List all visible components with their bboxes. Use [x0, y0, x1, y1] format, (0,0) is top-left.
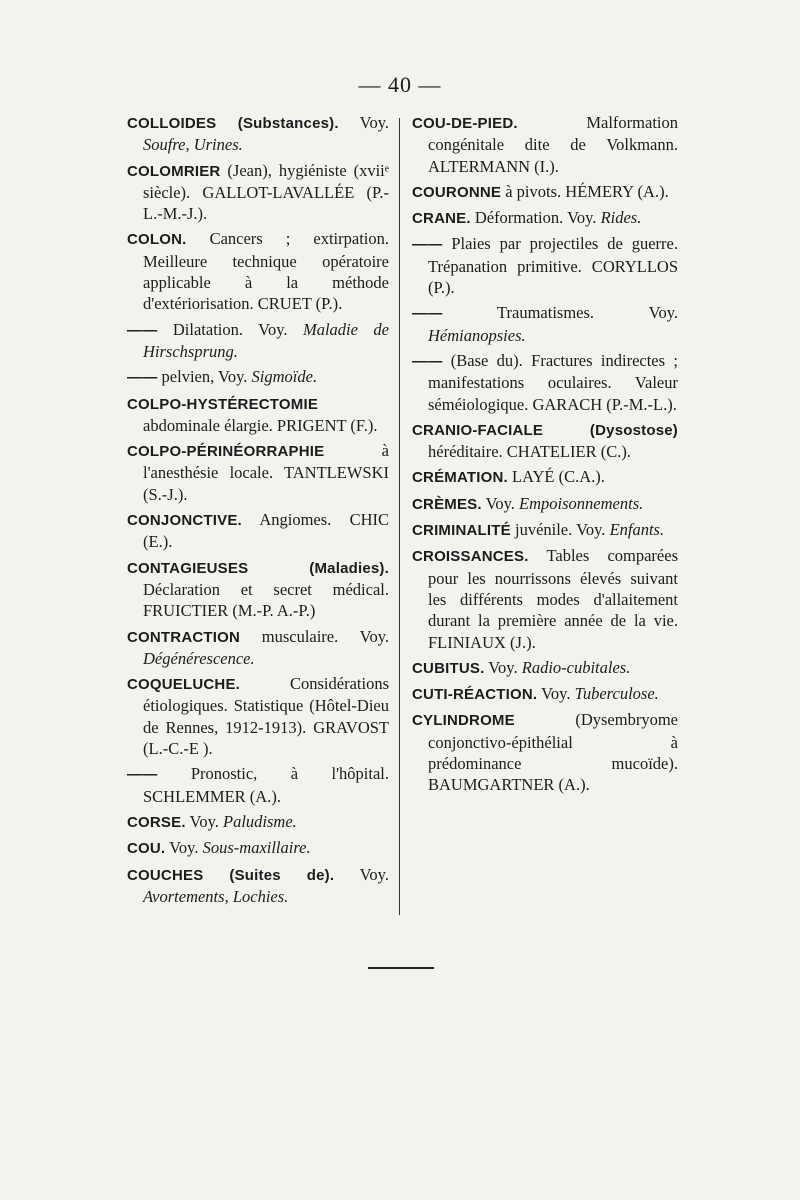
entry-text: Angiomes. CHIC (E.).: [143, 510, 389, 552]
index-entry: [127, 811, 389, 833]
index-entry: [412, 112, 678, 177]
entry-text: Traumatismes. Voy.: [442, 303, 678, 323]
entry-headword: COLOMRIER: [127, 162, 221, 180]
entry-reference: Sigmoïde.: [251, 367, 318, 387]
index-entry: [412, 233, 678, 298]
entry-reference: Dégénérescence.: [143, 648, 255, 668]
page-number: — 40 —: [358, 72, 442, 97]
entry-reference: Soufre, Urines.: [143, 135, 243, 155]
entry-reference: Radio-cubitales.: [521, 657, 631, 677]
entry-text: Dilatation. Voy.: [157, 319, 303, 339]
entry-text: Déclaration et secret médical. FRUICTIER (M.-P. A.-P.): [143, 579, 389, 621]
index-entry: [127, 112, 389, 156]
index-entry: [127, 440, 389, 505]
entry-reference: Maladie de Hirschsprung.: [143, 319, 389, 361]
entry-reference: Tuberculose.: [574, 684, 659, 704]
entry-reference: Sous-maxillaire.: [202, 838, 311, 858]
column-divider: [399, 118, 400, 915]
index-entry: [412, 519, 678, 541]
index-entry: [127, 673, 389, 759]
entry-headword: CRÉMATION.: [412, 469, 508, 487]
entry-text: (Base du). Fractures indirectes ; manifestations oculaires. Valeur séméiologique. GARACH (P.-M.-L.).: [428, 350, 678, 414]
entry-headword: CRANIO-FACIALE (Dysostose): [412, 421, 678, 439]
entry-headword: COURONNE: [412, 183, 502, 201]
index-entry: [412, 657, 678, 679]
entry-headword: ——: [412, 352, 443, 370]
entry-headword: COLON.: [127, 231, 187, 249]
entry-text: Tables comparées pour les nourrissons élevés suivant les différents modes d'allaitement durant la première année de la vie. FLINIAUX (J.).: [428, 546, 678, 652]
index-entry: [412, 493, 678, 515]
entry-headword: CONTAGIEUSES (Maladies).: [127, 559, 389, 577]
entry-text: Malformation congénitale dite de Volkmann. ALTERMANN (I.).: [428, 113, 678, 176]
entry-headword: ——: [127, 321, 158, 339]
index-entry: [412, 181, 678, 203]
index-entry: [127, 393, 389, 437]
entry-headword: COLLOIDES (Substances).: [127, 115, 339, 132]
index-entry: [127, 837, 389, 859]
entry-text: Considérations étiologiques. Statistique (Hôtel-Dieu de Rennes, 1912-1913). GRAVOST (L.-C.-E ).: [143, 674, 389, 759]
entry-text: héréditaire. CHATELIER (C.).: [428, 442, 631, 462]
entry-text: Voy.: [334, 864, 389, 884]
index-entry: [127, 160, 389, 225]
left-column: [127, 112, 389, 911]
entry-headword: COUCHES (Suites de).: [127, 866, 335, 884]
entry-text: à l'anesthésie locale. TANTLEWSKI (S.-J.).: [143, 441, 389, 504]
index-entry: [127, 864, 389, 908]
entry-headword: ——: [127, 766, 158, 784]
entry-reference: Empoisonnements.: [519, 493, 644, 513]
index-entry: [127, 366, 389, 388]
index-entry: [412, 709, 678, 795]
entry-text: Voy.: [537, 684, 575, 704]
index-entry: [127, 557, 389, 622]
entry-headword: COU-DE-PIED.: [412, 115, 518, 132]
entry-headword: CUBITUS.: [412, 659, 485, 677]
index-entry: [127, 509, 389, 553]
bottom-rule: [368, 967, 434, 969]
index-entry: [412, 683, 678, 705]
entry-text: (Dysembryome conjonctivo-épithélial à prédominance mucoïde). BAUMGARTNER (A.).: [428, 710, 678, 795]
entry-text: Voy.: [484, 657, 522, 677]
entry-headword: CUTI-RÉACTION.: [412, 686, 538, 704]
entry-reference: Paludisme.: [223, 811, 297, 831]
right-column: [412, 112, 678, 800]
entry-text: Cancers ; extirpation. Meilleure technique opératoire applicable à la méthode d'extériorisation. CRUET (P.).: [143, 229, 389, 314]
entry-text: pelvien, Voy.: [157, 367, 252, 387]
entry-headword: CONTRACTION: [127, 628, 241, 646]
entry-text: Voy.: [481, 493, 520, 513]
index-entry: [412, 466, 678, 488]
entry-text: (Jean), hygiéniste (xviiᵉ siècle). GALLOT-LAVALLÉE (P.-L.-M.-J.).: [143, 160, 389, 224]
entry-headword: CROISSANCES.: [412, 548, 529, 566]
entry-reference: Rides.: [600, 208, 642, 228]
entry-reference: Enfants.: [609, 520, 665, 540]
entry-headword: COQUELUCHE.: [127, 676, 241, 694]
index-entry: [412, 419, 678, 463]
entry-headword: COLPO-PÉRINÉORRAPHIE: [127, 443, 325, 461]
index-entry: [127, 228, 389, 314]
entry-text: à pivots. HÉMERY (A.).: [501, 181, 669, 201]
entry-text: Plaies par projectiles de guerre. Trépanation primitive. CORYLLOS (P.).: [428, 234, 678, 298]
entry-headword: ——: [127, 369, 158, 387]
entry-headword: CORSE.: [127, 813, 186, 831]
entry-headword: CRANE.: [412, 210, 471, 228]
entry-reference: Hémianopsies.: [428, 325, 526, 345]
index-entry: [412, 350, 678, 415]
entry-headword: ——: [412, 305, 443, 323]
index-entry: [412, 207, 678, 229]
entry-text: Déformation. Voy.: [470, 208, 601, 228]
index-entry: [127, 319, 389, 363]
index-entry: [127, 763, 389, 807]
entry-text: Voy.: [165, 838, 203, 858]
index-entry: [127, 626, 389, 670]
index-entry: [412, 545, 678, 652]
entry-text: LAYÉ (C.A.).: [507, 467, 605, 487]
entry-headword: CYLINDROME: [412, 712, 515, 730]
entry-text: Pronostic, à l'hôpital. SCHLEMMER (A.).: [143, 764, 389, 806]
entry-text: Voy.: [338, 113, 389, 132]
entry-headword: COLPO-HYSTÉRECTOMIE: [127, 395, 319, 413]
entry-headword: CRIMINALITÉ: [412, 522, 511, 540]
entry-text: abdominale élargie. PRIGENT (F.).: [143, 415, 378, 435]
entry-text: Voy.: [185, 811, 224, 831]
entry-headword: CONJONCTIVE.: [127, 512, 242, 530]
entry-headword: ——: [412, 236, 443, 254]
entry-text: musculaire. Voy.: [240, 626, 389, 646]
entry-headword: CRÈMES.: [412, 495, 482, 513]
entry-text: juvénile. Voy.: [510, 520, 610, 540]
entry-headword: COU.: [127, 840, 166, 858]
entry-reference: Avortements, Lochies.: [143, 886, 289, 906]
index-entry: [412, 302, 678, 346]
